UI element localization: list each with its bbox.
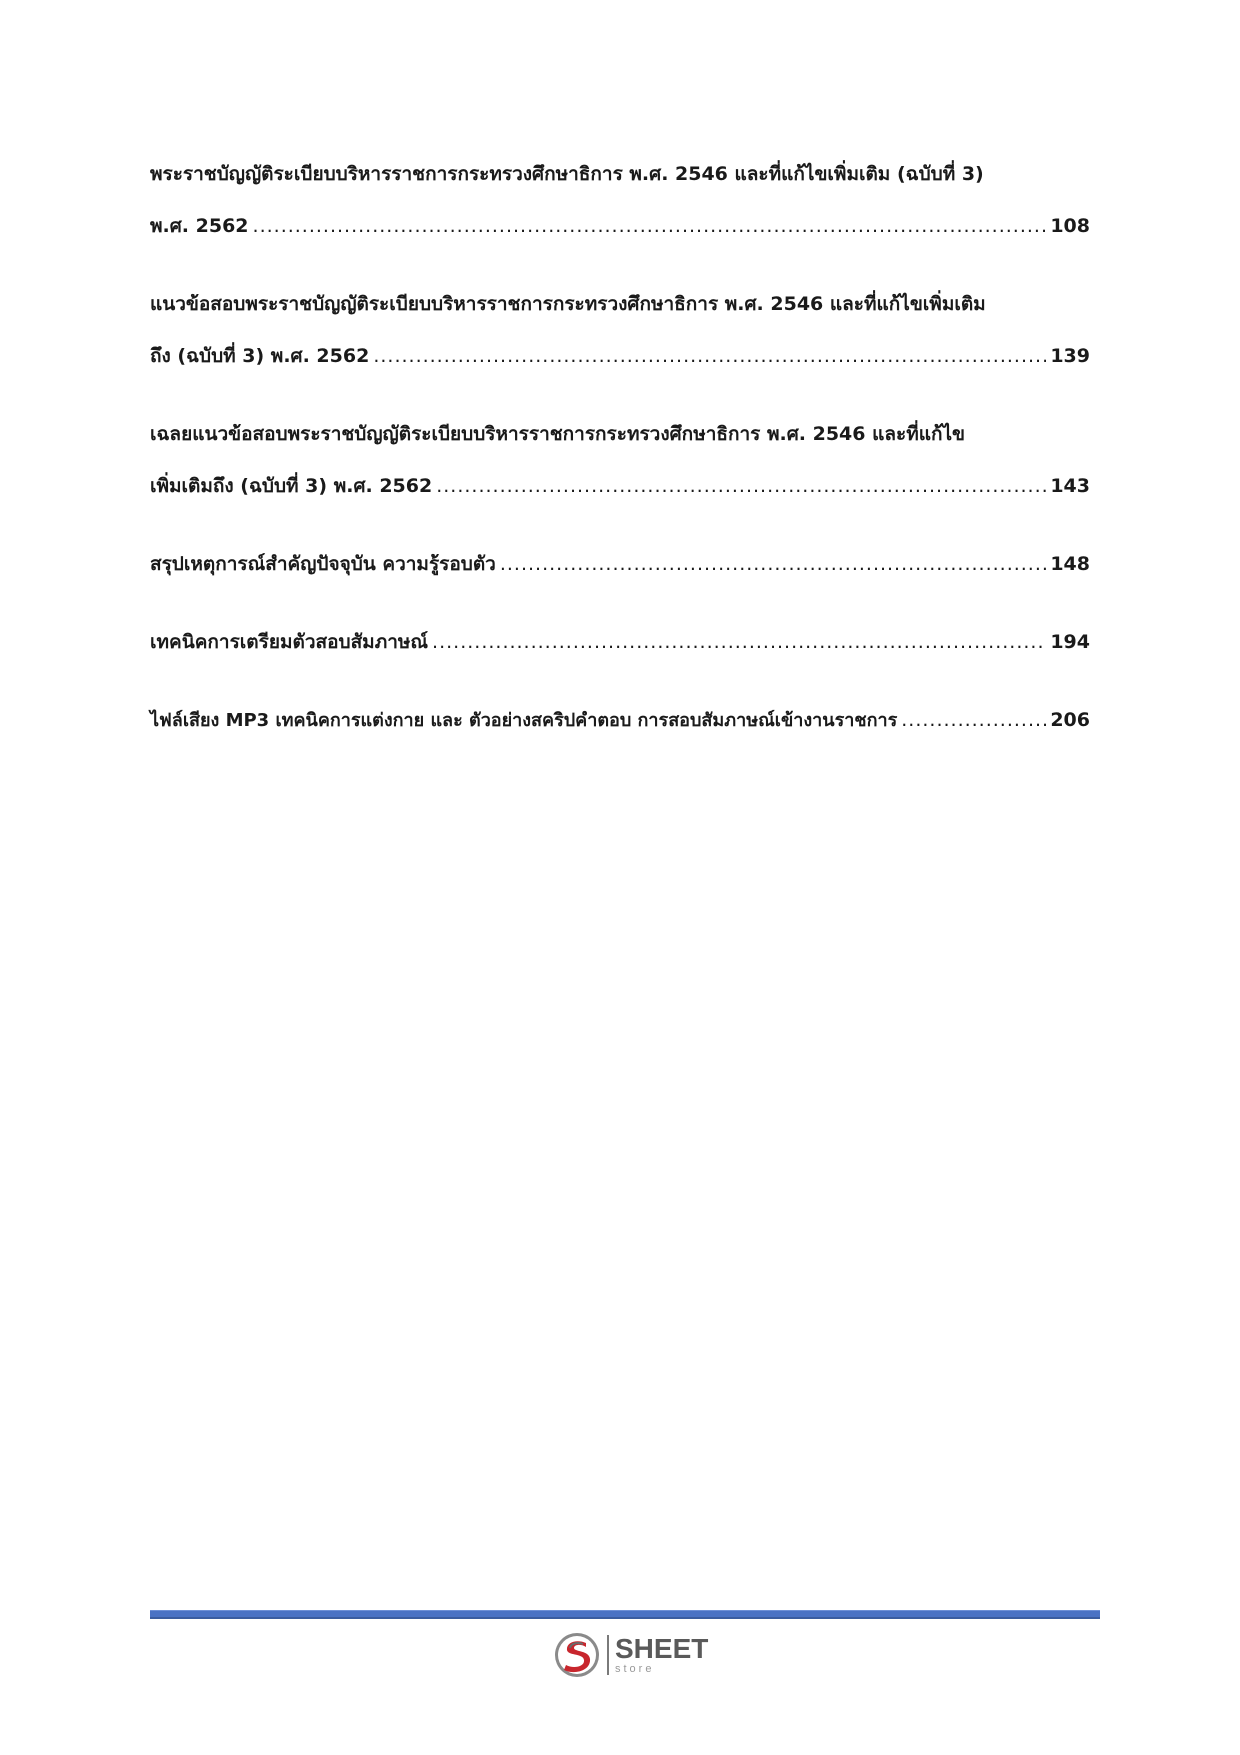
toc-entry-title: ไฟล์เสียง MP3 เทคนิคการแต่งกาย และ ตัวอย่างสคริปคำตอบ การสอบสัมภาษณ์เข้างานราชการ [150,710,898,731]
toc-leader-dots [901,694,1046,746]
toc-page-number: 206 [1050,709,1090,731]
table-of-contents [150,148,1090,773]
toc-entry[interactable] [150,148,1090,252]
toc-leader-dots [500,538,1046,590]
toc-page-number: 194 [1050,631,1090,653]
toc-entry[interactable] [150,616,1090,668]
toc-page-number: 143 [1050,475,1090,497]
footer-rule [150,1610,1100,1619]
toc-leader-dots [432,616,1046,668]
toc-entry-title-line2: เพิ่มเติมถึง (ฉบับที่ 3) พ.ศ. 2562 [150,475,433,497]
toc-leader-dots [436,460,1046,512]
toc-entry-title: เทคนิคการเตรียมตัวสอบสัมภาษณ์ [150,631,429,653]
toc-entry[interactable] [150,538,1090,590]
logo-divider [607,1635,609,1675]
sheet-store-logo-icon [553,1631,601,1679]
toc-entry-title-line2: พ.ศ. 2562 [150,215,249,237]
toc-entry-title-line1: แนวข้อสอบพระราชบัญญัติระเบียบบริหารราชการกระทรวงศึกษาธิการ พ.ศ. 2546 และที่แก้ไขเพิ่มเติม [150,293,986,315]
toc-entry[interactable] [150,408,1090,512]
logo-subtext: store [615,1663,655,1675]
logo-wordmark: SHEET [615,1633,709,1664]
toc-entry-title-line1: พระราชบัญญัติระเบียบบริหารราชการกระทรวงศึกษาธิการ พ.ศ. 2546 และที่แก้ไขเพิ่มเติม (ฉบับที่ 3) [150,163,984,185]
toc-page-number: 139 [1050,345,1090,367]
toc-page-number: 108 [1050,215,1090,237]
toc-leader-dots [373,330,1046,382]
toc-entry[interactable] [150,278,1090,382]
toc-entry-title-line2: ถึง (ฉบับที่ 3) พ.ศ. 2562 [150,345,370,367]
toc-entry[interactable] [150,694,1090,747]
toc-entry-title-line1: เฉลยแนวข้อสอบพระราชบัญญัติระเบียบบริหารราชการกระทรวงศึกษาธิการ พ.ศ. 2546 และที่แก้ไข [150,423,966,445]
sheet-store-logo [553,1630,708,1680]
toc-entry-title: สรุปเหตุการณ์สำคัญปัจจุบัน ความรู้รอบตัว [150,553,496,575]
toc-page-number: 148 [1050,553,1090,575]
toc-leader-dots [253,200,1047,252]
